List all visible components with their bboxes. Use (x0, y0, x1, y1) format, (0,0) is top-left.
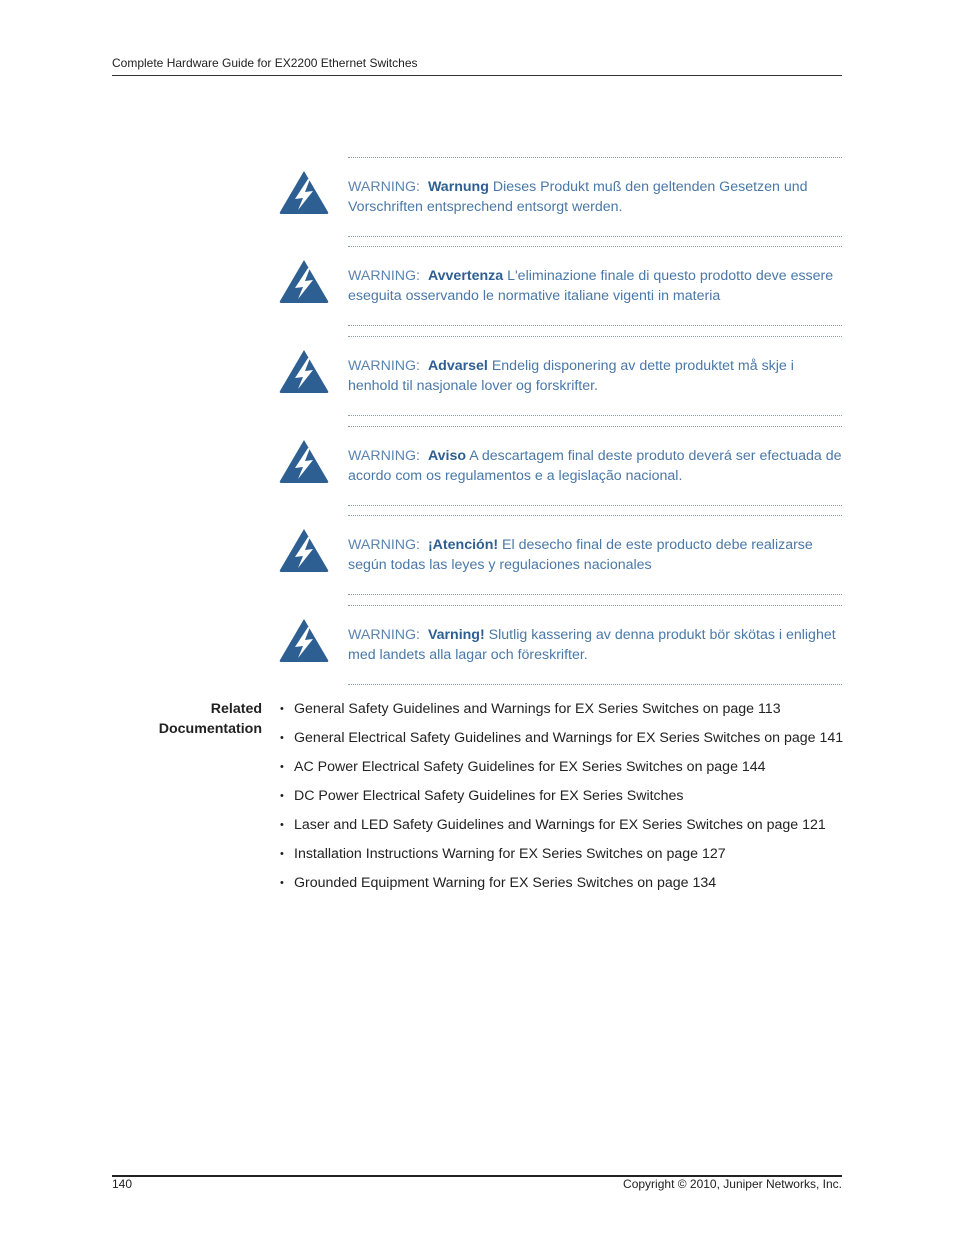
related-link[interactable]: • Laser and LED Safety Guidelines and Warnings for EX Series Switches on page 121 (280, 815, 850, 844)
warning-block-norwegian (278, 336, 842, 416)
high-voltage-warning-icon (278, 258, 330, 304)
dotted-divider (348, 426, 842, 427)
warning-block-swedish (278, 605, 842, 685)
warning-label: WARNING: (348, 179, 420, 195)
related-documentation-heading (130, 699, 262, 739)
warning-body: Slutlig kassering av denna produkt bör skötas i enlighet med landets alla lagar och föreskrifter. (348, 627, 836, 663)
warning-body: El desecho final de este producto debe realizarse según todas las leyes y regulaciones nacionales (348, 537, 813, 573)
dotted-divider (348, 594, 842, 595)
warning-text (348, 535, 844, 575)
warning-text (348, 356, 844, 396)
related-link[interactable]: • Grounded Equipment Warning for EX Series Switches on page 134 (280, 873, 850, 902)
related-link[interactable]: • General Safety Guidelines and Warnings for EX Series Switches on page 113 (280, 699, 850, 728)
warning-label: WARNING: (348, 627, 420, 643)
warning-label: WARNING: (348, 448, 420, 464)
dotted-divider (348, 325, 842, 326)
warning-lead: Aviso (427, 448, 467, 464)
related-link[interactable]: • AC Power Electrical Safety Guidelines for EX Series Switches on page 144 (280, 757, 850, 786)
warning-body: Dieses Produkt muß den geltenden Gesetzen und Vorschriften entsprechend entsorgt werden. (348, 179, 808, 215)
dotted-divider (348, 415, 842, 416)
header-rule (112, 75, 842, 76)
warning-label: WARNING: (348, 268, 420, 284)
warning-lead: Advarsel (427, 358, 488, 374)
dotted-divider (348, 684, 842, 685)
warning-text (348, 177, 844, 217)
page-number: 140 (112, 1177, 133, 1191)
dotted-divider (348, 236, 842, 237)
dotted-divider (348, 246, 842, 247)
high-voltage-warning-icon (278, 169, 330, 215)
dotted-divider (348, 605, 842, 606)
high-voltage-warning-icon (278, 617, 330, 663)
related-link[interactable]: • Installation Instructions Warning for EX Series Switches on page 127 (280, 844, 850, 873)
dotted-divider (348, 336, 842, 337)
warning-lead: Avvertenza (427, 268, 504, 284)
related-link[interactable]: • General Electrical Safety Guidelines and Warnings for EX Series Switches on page 141 (280, 728, 850, 757)
related-label-line1: Related (210, 701, 262, 717)
high-voltage-warning-icon (278, 438, 330, 484)
warning-label: WARNING: (348, 537, 420, 553)
warning-block-german (278, 157, 842, 237)
warning-block-spanish (278, 515, 842, 595)
warning-body: A descartagem final deste produto deverá ser efectuada de acordo com os regulamentos e a legislação nacional. (348, 448, 842, 484)
warning-text (348, 446, 844, 486)
dotted-divider (348, 515, 842, 516)
warning-block-italian (278, 246, 842, 326)
warning-text (348, 625, 844, 665)
warning-lead: Warnung (427, 179, 489, 195)
high-voltage-warning-icon (278, 527, 330, 573)
high-voltage-warning-icon (278, 348, 330, 394)
warning-text (348, 266, 844, 306)
warning-body: Endelig disponering av dette produktet må skje i henhold til nasjonale lover og forskrifter. (348, 358, 794, 394)
related-label-line2: Documentation (158, 721, 262, 737)
warning-lead: Varning! (427, 627, 485, 643)
related-documentation-list (280, 699, 850, 902)
related-link[interactable]: • DC Power Electrical Safety Guidelines for EX Series Switches (280, 786, 850, 815)
running-header: Complete Hardware Guide for EX2200 Ethernet Switches (112, 56, 418, 70)
warning-lead: ¡Atención! (427, 537, 499, 553)
copyright-notice: Copyright © 2010, Juniper Networks, Inc. (623, 1177, 842, 1191)
warning-body: L'eliminazione finale di questo prodotto deve essere eseguita osservando le normative italiane vigenti in materia (348, 268, 834, 304)
dotted-divider (348, 505, 842, 506)
warning-block-portuguese (278, 426, 842, 506)
dotted-divider (348, 157, 842, 158)
warning-label: WARNING: (348, 358, 420, 374)
